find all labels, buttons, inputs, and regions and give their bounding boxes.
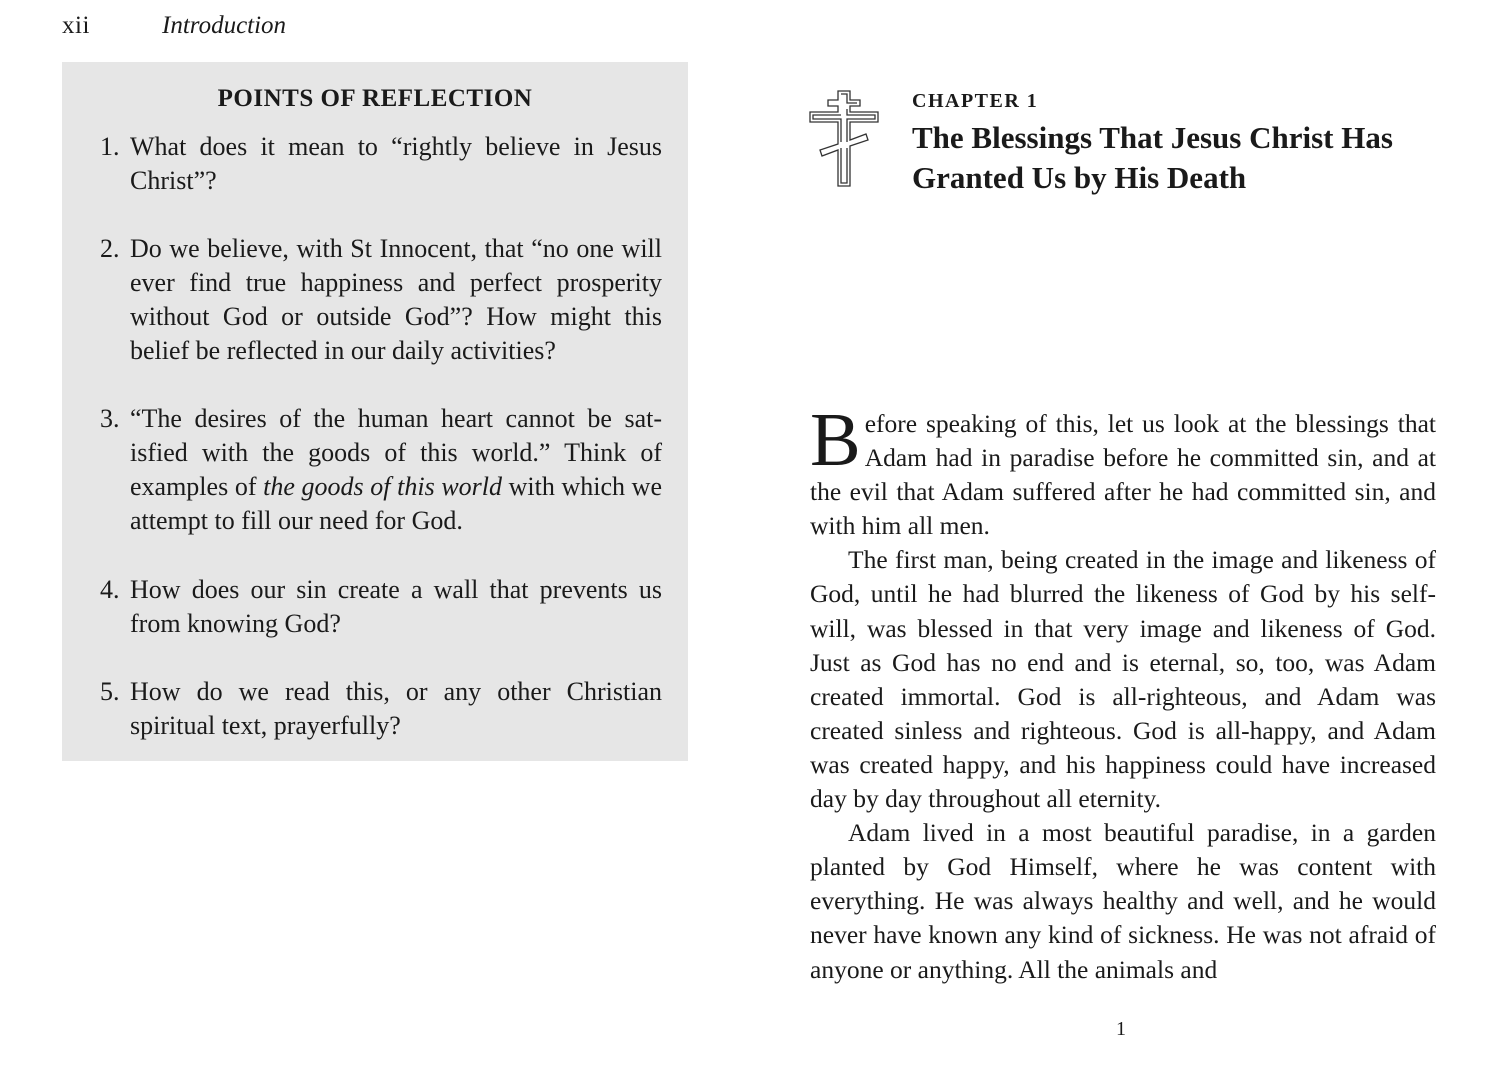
page-number-left: xii [62,12,90,39]
question-text: What does it mean to “rightly believe in Jesus Christ”? [130,132,662,195]
question-number: 5. [100,677,120,706]
question-number: 3. [100,404,120,433]
chapter-title: The Blessings That Jesus Christ Has Granted Us by His Death [912,120,1393,195]
question-number: 2. [100,234,120,263]
chapter-body [810,398,1436,987]
question-text: How does our sin create a wall that prevents us from knowing God? [130,575,662,638]
running-title: Introduction [162,12,287,39]
paragraph-1: Before speaking of this, let us look at the blessings that Adam had in paradise before he committed sin, and at the evil that Adam suffered after he had committed sin, and with him all men. [810,398,1436,541]
question-text: “The desires of the human heart cannot be sat-isfied with the goods of this world.” Think of examples of the goods of this world with which we attempt to fill our need for God. [130,404,662,535]
question-number: 4. [100,575,120,604]
paragraph-2: The first man, being created in the image and likeness of God, until he had blurred the likeness of God by his self-will, was blessed in that very image and likeness of God. Just as God has no end and is eternal, so, too, was Adam created immortal. God is all-righteous, and Adam was created sinless and righteous. God is all-happy, and Adam was created happy, and his happiness could have increased day by day throughout all eternity. [810,545,1436,814]
paragraph-3: Adam lived in a most beautiful paradise, in a garden planted by God Himself, where he was content with everything. He was always healthy and well, and he would never have known any kind of sickness. He was not afraid of anyone or anything. All the animals and [810,818,1436,984]
question-text: Do we believe, with St Innocent, that “no one will ever find true happiness and perfect prosperity without God or outside God”? How might this belief be reflected in our daily activities? [130,234,662,365]
orthodox-cross-icon [808,88,882,188]
chapter-label: CHAPTER 1 [912,90,1039,112]
drop-cap: B [810,398,861,482]
right-page [750,0,1500,1077]
points-of-reflection-box [62,62,688,761]
question-italic-phrase: the goods of this world [263,472,503,501]
question-text: How do we read this, or any other Christian spiritual text, prayerfully? [130,677,662,740]
page-number-right: 1 [1116,1018,1126,1040]
reflection-box-title: POINTS OF REFLECTION [217,85,533,112]
question-number: 1. [100,132,120,161]
